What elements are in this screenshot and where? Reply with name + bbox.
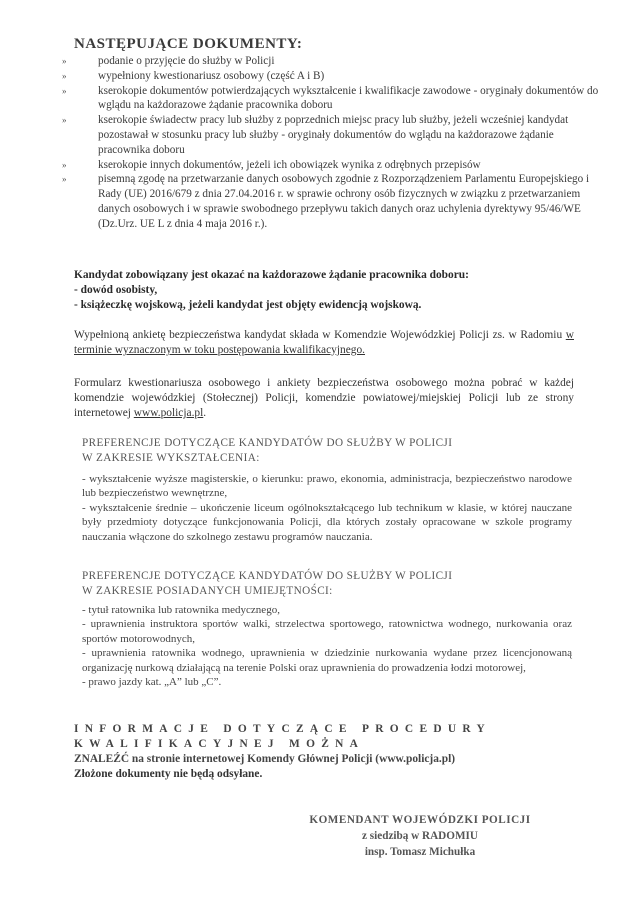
list-item: » kserokopie dokumentów potwierdzających wykształcenie i kwalifikacje zawodowe - oryginały dokumentów do wglądu na każdorazowe żądanie pracownika doboru xyxy=(62,84,602,114)
signature-name: insp. Tomasz Michułka xyxy=(364,846,476,858)
list-item: - uprawnienia instruktora sportów walki, strzelectwa sportowego, ratownictwa wodnego, nurkowania oraz sportów motorowodnych, xyxy=(82,618,572,645)
procedure-info xyxy=(74,722,592,767)
candidate-obligation-item: - dowód osobisty, xyxy=(74,284,158,296)
security-survey-deadline: w terminie wyznaczonym w toku postępowania kwalifikacyjnego. xyxy=(74,329,574,356)
education-preferences-heading xyxy=(82,436,602,465)
list-item: - wykształcenie średnie – ukończenie liceum ogólnokształcącego lub technikum w klasie, w której nauczane były przedmioty dotyczące funkcjonowania Policji, dla których zostały opracowane w szkole programy nauczania włączone do szkolnego zestawu programów nauczania. xyxy=(82,501,572,543)
list-item: - prawo jazdy kat. „A” lub „C”. xyxy=(82,676,222,689)
procedure-info-line: ZNALEŹĆ na stronie internetowej Komendy Głównej Policji (www.policja.pl) xyxy=(74,753,456,765)
forms-paragraph xyxy=(74,376,574,421)
list-item: » kserokopie świadectw pracy lub służby z poprzednich miejsc pracy lub służby, jeżeli wcześniej kandydat pozostawał w stosunku pracy lub służby - oryginały dokumentów do wglądu na każdorazowe żądanie pracownika doboru xyxy=(62,113,602,157)
documents-list xyxy=(62,54,602,232)
signature-block xyxy=(270,812,570,860)
candidate-obligations-intro: Kandydat zobowiązany jest okazać na każdorazowe żądanie pracownika doboru: xyxy=(74,269,469,281)
signature-seat: z siedzibą w RADOMIU xyxy=(362,830,478,842)
list-item: - wykształcenie wyższe magisterskie, o kierunku: prawo, ekonomia, administracja, bezpieczeństwo narodowe lub bezpieczeństwo wewnętrzne, xyxy=(82,473,572,500)
list-item: - uprawnienia ratownika wodnego, uprawnienia w dziedzinie nurkowania wydane przez licencjonowaną organizację nurkową działającą na terenie Polski oraz uprawnienia do prowadzenia łodzi motorowej, xyxy=(82,647,572,674)
candidate-obligations xyxy=(74,268,614,313)
skills-preferences-heading xyxy=(82,569,602,598)
list-item: » pisemną zgodę na przetwarzanie danych osobowych zgodnie z Rozporządzeniem Parlamentu Europejskiego i Rady (UE) 2016/679 z dnia 27.04.2016 r. w sprawie ochrony osób fizycznych w związku z przetwarzaniem danych osobowych i w sprawie swobodnego przepływu takich danych oraz uchylenia dyrektywy 95/46/WE (Dz.Urz. UE L z dnia 4 maja 2016 r.). xyxy=(62,172,602,231)
signature-title: KOMENDANT WOJEWÓDZKI POLICJI xyxy=(309,814,531,826)
section-heading-documents: NASTĘPUJĄCE DOKUMENTY: xyxy=(74,36,303,52)
heading-line: W ZAKRESIE WYKSZTAŁCENIA: xyxy=(82,451,260,464)
list-item: » podanie o przyjęcie do służby w Policji xyxy=(62,54,602,69)
education-preferences-list xyxy=(82,472,572,544)
list-item: » wypełniony kwestionariusz osobowy (część A i B) xyxy=(62,69,602,84)
security-survey-paragraph xyxy=(74,328,574,358)
list-item: » kserokopie innych dokumentów, jeżeli ich obowiązek wynika z odrębnych przepisów xyxy=(62,158,602,173)
list-item: - tytuł ratownika lub ratownika medycznego, xyxy=(82,604,280,616)
heading-line: PREFERENCJE DOTYCZĄCE KANDYDATÓW DO SŁUŻBY W POLICJI xyxy=(82,570,453,582)
heading-line: PREFERENCJE DOTYCZĄCE KANDYDATÓW DO SŁUŻBY W POLICJI xyxy=(82,437,453,449)
skills-preferences-list xyxy=(82,603,572,689)
forms-text: Formularz kwestionariusza osobowego i ankiety bezpieczeństwa osobowego można pobrać w każdej komendzie wojewódzkiej (Stołecznej) Policji, komendzie powiatowej/miejskiej Policji lub ze strony internetowej xyxy=(74,377,574,419)
candidate-obligation-item: - książeczkę wojskową, jeżeli kandydat jest objęty ewidencją wojskową. xyxy=(74,299,422,311)
documents-not-returned-note: Złożone dokumenty nie będą odsyłane. xyxy=(74,768,263,780)
website-link[interactable]: www.policja.pl xyxy=(133,407,204,419)
forms-end: . xyxy=(203,407,207,419)
heading-line: W ZAKRESIE POSIADANYCH UMIEJĘTNOŚCI: xyxy=(82,584,333,597)
security-survey-text: Wypełnioną ankietę bezpieczeństwa kandydat składa w Komendzie Wojewódzkiej Policji zs. w Radomiu xyxy=(74,329,566,341)
procedure-info-line: INFORMACJE DOTYCZĄCE PROCEDURY KWALIFIKACYJNEJ MOŻNA xyxy=(74,723,491,750)
